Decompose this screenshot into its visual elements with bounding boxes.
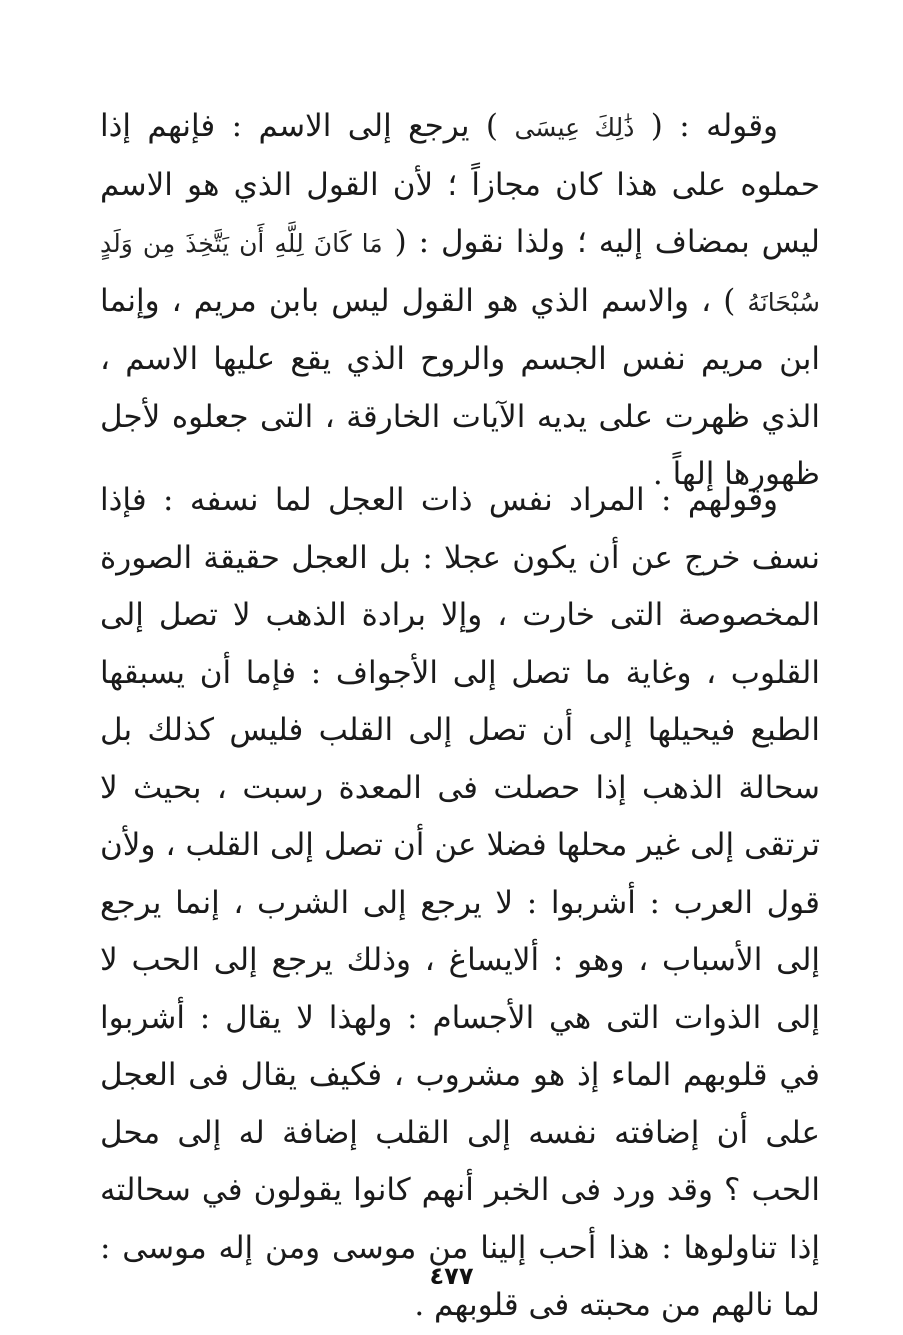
quran-quote-2: مَا كَانَ لِلَّهِ أَن يَتَّخِذَ مِن وَلَدٍ سُبْحَانَهُ [100,229,820,317]
paragraph-1 [100,98,820,504]
paragraph-1-part-1: وقوله : ( [650,108,779,144]
paragraph-1-part-2: ) يرجع إلى الاسم : فإنهم إذا حملوه على هذا كان مجازاً ؛ لأن القول الذي هو الاسم ليس بمضاف إليه ؛ ولذا نقول : ( [100,108,821,260]
paragraph-1-text [100,98,820,504]
paragraph-2-text: وقولهم : المراد نفس ذات العجل لما نسفه : فإذا نسف خرج عن أن يكون عجلا : بل العجل حقيقة الصورة المخصوصة التى خارت ، وإلا برادة الذهب لا تصل إلى القلوب ، وغاية ما تصل إلى الأجواف : فإما أن يسبقها الطبع فيحيلها إلى أن تصل إلى القلب فليس كذلك بل سحالة الذهب إذا حصلت فى المعدة رسبت ، بحيث لا ترتقى إلى غير محلها فضلا عن أن تصل إلى القلب ، ولأن قول العرب : أشربوا : لا يرجع إلى الشرب ، إنما يرجع إلى الأسباب ، وهو : ألايساغ ، وذلك يرجع إلى الحب لا إلى الذوات التى هي الأجسام : ولهذا لا يقال : أشربوا في قلوبهم الماء إذ هو مشروب ، فكيف يقال فى العجل على أن إضافته نفسه إلى القلب إضافة له إلى محل الحب ؟ وقد ورد فى الخبر أنهم كانوا يقولون في سحالته إذا تناولوها : هذا أحب إلينا من موسى ومن إله موسى : لما نالهم من محبته فى قلوبهم . [100,482,820,1323]
paragraph-1-part-3: ) ، والاسم الذي هو القول ليس بابن مريم ، وإنما ابن مريم نفس الجسم والروح الذي يقع عليها الاسم ، الذي ظهرت على يديه الآيات الخارقة ، التى جعلوه لأجل ظهورها إلهاً . [100,282,820,492]
quran-quote-1: ذَٰلِكَ عِيسَى [514,113,635,142]
paragraph-2 [100,472,820,1335]
page-number: ٤٧٧ [429,1262,474,1290]
